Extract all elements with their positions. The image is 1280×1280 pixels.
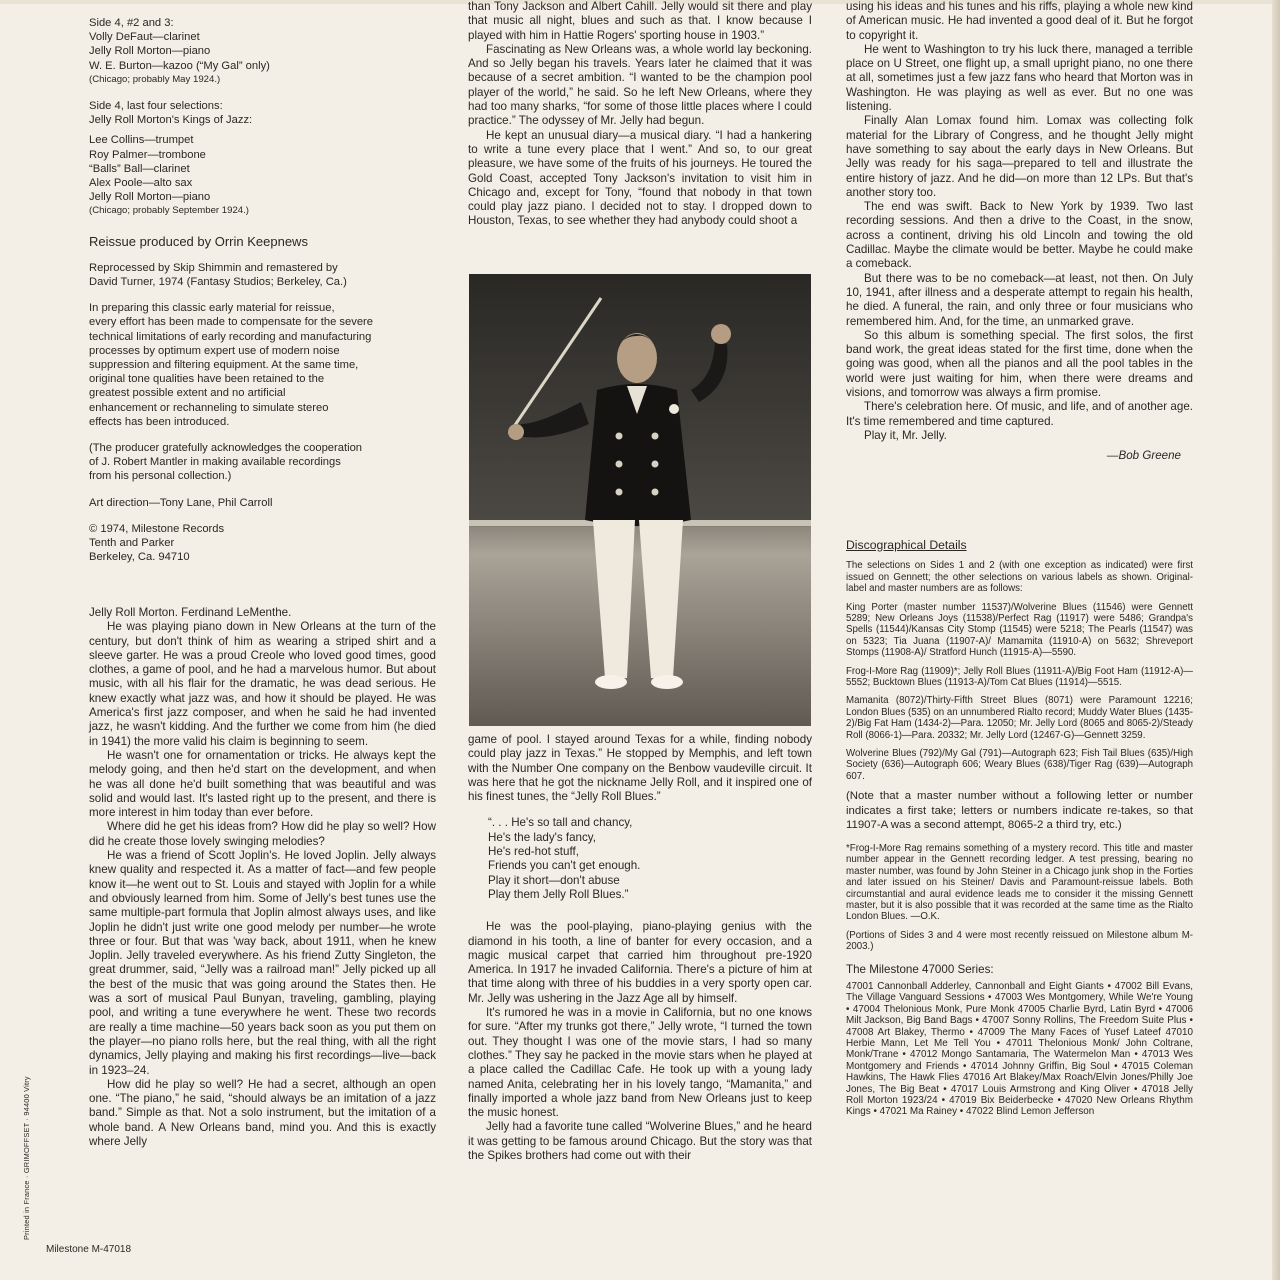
session-note: (Chicago; probably September 1924.)	[89, 205, 249, 217]
author-signature: —Bob Greene	[1106, 449, 1181, 463]
remaster-line: Reprocessed by Skip Shimmin and remastered by	[89, 261, 338, 274]
credit-line: Jelly Roll Morton's Kings of Jazz:	[89, 114, 253, 127]
credit-line: Jelly Roll Morton—piano	[89, 45, 211, 58]
reissue-producer: Reissue produced by Orrin Keepnews	[89, 233, 308, 249]
credit-line: Side 4, #2 and 3:	[89, 17, 174, 29]
essay-paragraph: Jelly Roll Morton. Ferdinand LeMenthe.	[89, 606, 292, 619]
prep-line: processes by optimum expert use of modern noise	[89, 344, 340, 357]
verse-line: He's red-hot stuff,	[488, 845, 579, 859]
series-title: The Milestone 47000 Series:	[846, 962, 994, 976]
credit-line: “Balls” Ball—clarinet	[89, 162, 190, 175]
essay-paragraph: Fascinating as New Orleans was, a whole world lay beckoning. And so Jelly began his travels. Years later he claimed that it was because of a secret ambition. “I wanted to be the champion pool player of the world,” he said. So he left New Orleans, where they had too many sharks, “for some of those little places where I could practice.” The odyssey of Mr. Jelly had begun.	[468, 42, 812, 128]
verse-line: Play it short—don't abuse	[488, 873, 620, 887]
essay-paragraph: He was playing piano down in New Orleans at the turn of the century, but don't think of him as wearing a striped shirt and a sleeve garter. He was a proud Creole who loved good times, good clothes, a game of pool, and he had a marvelous humor. But about music, with all his flair for the dramatic, he was dead serious. He knew exactly what jazz was, and how it should be played. He was America's first jazz composer, and when he said he had invented jazz, he wasn't kidding. And the further we come from him (he died in 1941) the more valid his claim is beginning to seem.	[89, 620, 436, 748]
liner-notes-middle-bottom	[468, 733, 812, 1163]
prep-line: greatest possible extent and no artificial	[89, 387, 286, 400]
disc-paragraph: King Porter (master number 11537)/Wolverine Blues (11546) were Gennett 5289; New Orleans Joys (11538)/Perfect Rag (11917) were 5486; Grandpa's Spells (11544)/Kansas City Stomp (11545) were 5218; The Pearls (11547) was on 5323; Tia Juana (11907-A)/ Mamamita (11910-A) on 5632; Shreveport Stomps (11908-A)/ Stratford Hunch (11915-A)—5590.	[846, 601, 1193, 659]
essay-paragraph: So this album is something special. The first solos, the first band work, the great ideas stated for the first time, done when the going was good, when all the pianos and all the pool tables in the world were just waiting for him, when there were dreams and visions, and tomorrow was always a firm promise.	[846, 328, 1193, 400]
essay-paragraph: Jelly had a favorite tune called “Wolverine Blues,” and he heard it was getting to be famous around Chicago. But the story was that the Spikes brothers had come out with their	[468, 1120, 812, 1163]
jelly-roll-blues-lyric	[488, 816, 812, 902]
liner-notes-middle-top	[468, 0, 812, 229]
essay-paragraph: He wasn't one for ornamentation or tricks. He always kept the melody going, and then he'd start on the development, and when he was all done he'd built something that was beautiful and was solid and would last. It's lasted right up to the present, and there is more interest in him today than ever before.	[89, 748, 436, 820]
essay-paragraph: There's celebration here. Of music, and life, and of another age. It's time remembered and time captured.	[846, 400, 1193, 428]
essay-paragraph: How did he play so well? He had a secret, although an open one. “The piano,” he said, “should always be an imitation of a jazz band.” Simple as that. Not a solo instrument, but the imitation of a whole band. A New Orleans band, mind you. And this is exactly where Jelly	[89, 1077, 436, 1148]
essay-paragraph: But there was to be no comeback—at least, not then. On July 10, 1941, after illness and a desperate attempt to regain his health, he died. A funeral, the rain, and only three or four musicians who remembered him. And, for the time, an unmarked grave.	[846, 271, 1193, 328]
essay-paragraph: He kept an unusual diary—a musical diary. “I had a hankering to write a tune every place that I went.” And so, to our great pleasure, we have some of the fruits of his journeys. He toured the Gold Coast, accepted Tony Jackson's invitation to visit him in Chicago and, except for Tony, “found that nobody in that town could play jazz piano. I decided not to stay. I dropped down to Houston, Texas, to see whether they had anybody could shoot a	[468, 128, 812, 228]
remaster-line: David Turner, 1974 (Fantasy Studios; Berkeley, Ca.)	[89, 276, 347, 289]
discography-details	[846, 560, 1193, 782]
credit-line: Lee Collins—trumpet	[89, 134, 194, 147]
verse-line: Friends you can't get enough.	[488, 859, 641, 873]
disc-paragraph: The selections on Sides 1 and 2 (with one exception as indicated) were first issued on Gennett; the other selections on various labels as shown. Original-label and master numbers are as follows:	[846, 560, 1193, 595]
prep-line: enhancement or rechanneling to simulate stereo	[89, 401, 329, 414]
liner-notes-left	[89, 606, 436, 1149]
copyright-line: © 1974, Milestone Records	[89, 522, 225, 535]
discography-title: Discographical Details	[846, 538, 967, 552]
credit-line: Jelly Roll Morton—piano	[89, 191, 211, 204]
printed-in-france-note	[22, 1020, 36, 1240]
master-number-note: (Note that a master number without a following letter or number indicates a first take; letters or numbers indicate re-takes, so that 11907-A was a second attempt, 8065-2 a third try, etc.)	[846, 790, 1193, 832]
credit-line: Volly DeFaut—clarinet	[89, 31, 200, 44]
liner-notes-right	[846, 0, 1193, 464]
credit-line: Alex Poole—alto sax	[89, 177, 193, 190]
prep-line: technical limitations of early recording and manufacturing	[89, 330, 372, 343]
essay-paragraph: The end was swift. Back to New York by 1939. Two last recording sessions. And then a drive to the Coast, in the snow, across a continent, driving his old Lincoln and towing the old Cadillac. Maybe the climate would be better. Maybe he could make a comeback.	[846, 200, 1193, 271]
ack-line: from his personal collection.)	[89, 470, 232, 483]
credit-line: W. E. Burton—kazoo (“My Gal” only)	[89, 59, 270, 72]
sleeve-edge	[1272, 0, 1280, 1280]
prep-line: every effort has been made to compensate for the severe	[89, 316, 373, 329]
verse-line: “. . . He's so tall and chancy,	[488, 816, 633, 830]
disc-paragraph: Frog-I-More Rag (11909)*; Jelly Roll Blues (11911-A)/Big Foot Ham (11912-A)—5552; Bucktown Blues (11913-A)/Tom Cat Blues (11914)—5515.	[846, 665, 1193, 688]
prep-line: In preparing this classic early material for reissue,	[89, 302, 335, 315]
essay-paragraph: game of pool. I stayed around Texas for a while, finding nobody could play jazz in Texas.” He stopped by Memphis, and left town with the Number One company on the Benbow vaudeville circuit. It was here that he got the nickname Jelly Roll, and it inspired one of his finest tunes, the “Jelly Roll Blues.”	[468, 733, 812, 804]
verse-line: He's the lady's fancy,	[488, 830, 596, 844]
personnel-credits	[89, 16, 419, 565]
credit-line: Roy Palmer—trombone	[89, 148, 206, 161]
essay-paragraph: Finally Alan Lomax found him. Lomax was collecting folk material for the Library of Congress, and he thought Jelly might have something to say about the early days in New Orleans. But Jelly was ready for his saga—prepared to tell and illustrate the entire history of jazz. And he did—on more than 12 LPs. But that's another story too.	[846, 114, 1193, 199]
essay-paragraph: Where did he get his ideas from? How did he play so well? How did he create those lovely swinging melodies?	[89, 820, 436, 848]
copyright-line: Tenth and Parker	[89, 537, 175, 550]
disc-paragraph: *Frog-I-More Rag remains something of a mystery record. This title and master number appear in the Gennett recording ledger. A test pressing, bearing no master number, was found by John Steiner in a Chicago junk shop in the Forties and later issued on his Steiner/ Davis and Paramount-reissue labels. Both circumstantial and aural evidence leads me to consider it the missing Gennett master, but it is also possible that it was recorded at the same time as the Rialto London Blues. —O.K.	[846, 842, 1193, 923]
essay-paragraph: He was a friend of Scott Joplin's. He loved Joplin. Jelly always knew quality and respected it. As a matter of fact—and few people know it—he went out to St. Louis and stayed with Joplin for a while and obviously learned from him. Some of Jelly's best tunes use the same multiple-part formula that Joplin almost always uses, and like Joplin he didn't just write one good melody per number—he wrote three or four. But that was 'way back, about 1911, when he knew Joplin. Jelly traveled everywhere. As his friend Zutty Singleton, the great drummer, said, “Jelly was a railroad man!” Jelly picked up all the best of the music that was going around the States then. He was a sort of musical Paul Bunyan, traveling, gambling, playing pool, and writing a tune everywhere he went. These two records are really a time machine—50 years back soon as you put them on the player—no piano rolls here, but the real thing, with all the right dynamics, Jelly playing and making his first recordings—live—back in 1923–24.	[89, 849, 436, 1077]
essay-paragraph: He went to Washington to try his luck there, managed a terrible place on U Street, one flight up, a small upright piano, no one there at all, sometimes just a few jazz fans who heard that Morton was in Washington. He was playing as well as ever. But no one was listening.	[846, 42, 1193, 114]
discography	[846, 538, 1193, 1118]
copyright-line: Berkeley, Ca. 94710	[89, 551, 190, 564]
session-note: (Chicago; probably May 1924.)	[89, 73, 221, 85]
verse-line: Play them Jelly Roll Blues.”	[488, 887, 629, 901]
credit-line: Side 4, last four selections:	[89, 100, 223, 113]
disc-paragraph: Wolverine Blues (792)/My Gal (791)—Autograph 623; Fish Tail Blues (635)/High Society (636)—Autograph 606; Weary Blues (638)/Tiger Rag (639)—Autograph 607.	[846, 747, 1193, 782]
essay-paragraph: than Tony Jackson and Albert Cahill. Jelly would sit there and play that music all night, blues and such as that. I know because I played with him in Hattie Rogers' sporting house in 1903.”	[468, 0, 812, 42]
disc-paragraph: (Portions of Sides 3 and 4 were most recently reissued on Milestone album M-2003.)	[846, 929, 1193, 953]
essay-paragraph: He was the pool-playing, piano-playing genius with the diamond in his tooth, a line of banter for every occasion, and a magic musical carpet that carried him throughout pre-1920 America. In 1917 he invaded California. There's a picture of him at that time along with three of his buddies in a very sporty open car. Mr. Jelly was ushering in the Jazz Age all by himself.	[468, 920, 812, 1005]
essay-paragraph: It's rumored he was in a movie in California, but no one knows for sure. “After my trunks got there,” Jelly wrote, “I turned the town out. They thought I was one of the movie stars, I had so many clothes.” They say he packed in the movie stars when he played at a place called the Cadillac Cafe. He took up with a young lady named Anita, celebrating her in his lovely tango, “Mamanita,” and finally imported a whole jazz band from New Orleans just to keep the music honest.	[468, 1006, 812, 1120]
catalog-number: Milestone M-47018	[46, 1244, 132, 1255]
art-direction: Art direction—Tony Lane, Phil Carroll	[89, 496, 273, 509]
essay-paragraph: using his ideas and his tunes and his riffs, playing a whole new kind of American music. He had invented a good deal of it. But he forgot to copyright it.	[846, 0, 1193, 42]
prep-line: original tone qualities have been retained to the	[89, 373, 325, 386]
series-list: 47001 Cannonball Adderley, Cannonball and Eight Giants • 47002 Bill Evans, The Village Vanguard Sessions • 47003 Wes Montgomery, While We're Young • 47004 Thelonious Monk, Pure Monk 47005 Charlie Byrd, Latin Byrd • 47006 Milt Jackson, Big Band Bags • 47007 Sonny Rollins, The Freedom Suite Plus • 47008 Art Blakey, Thermo • 47009 The Many Faces of Yusef Lateef 47010 Herbie Mann, Let Me Tell You • 47011 Thelonious Monk/ John Coltrane, Monk/Trane • 47012 Mongo Santamaria, The Watermelon Man • 47013 Wes Montgomery and Friends • 47014 Johnny Griffin, Big Soul • 47015 Coleman Hawkins, The Hawk Flies 47016 Art Blakey/Max Roach/Elvin Jones/Philly Joe Jones, The Big Beat • 47017 Louis Armstrong and King Oliver • 47018 Jelly Roll Morton 1923/24 • 47019 Bix Beiderbecke • 47020 New Orleans Rhythm Kings • 47021 Ma Rainey • 47022 Blind Lemon Jefferson	[846, 980, 1193, 1118]
disc-paragraph: Mamanita (8072)/Thirty-Fifth Street Blues (8071) were Paramount 12216; London Blues (535) on an unnumbered Rialto record; Muddy Water Blues (1435-2)/Big Fat Ham (1434-2)—Para. 12050; Mr. Jelly Lord (8065 and 8065-2)/Steady Roll (8066-1)—Para. 20332; Mr. Jelly Lord (12467-G)—Gennett 3259.	[846, 695, 1193, 741]
frog-i-more-note	[846, 843, 1193, 953]
essay-paragraph: Play it, Mr. Jelly.	[864, 428, 947, 442]
jelly-roll-morton-photo	[469, 274, 811, 726]
ack-line: (The producer gratefully acknowledges the cooperation	[89, 442, 363, 455]
prep-line: effects has been introduced.	[89, 415, 230, 428]
printer-credit: Printed in France · GRIMOFFSET · 94400 Vitry	[22, 1076, 31, 1240]
prep-line: suppression and filtering equipment. At the same time,	[89, 359, 359, 372]
ack-line: of J. Robert Mantler in making available recordings	[89, 456, 341, 469]
